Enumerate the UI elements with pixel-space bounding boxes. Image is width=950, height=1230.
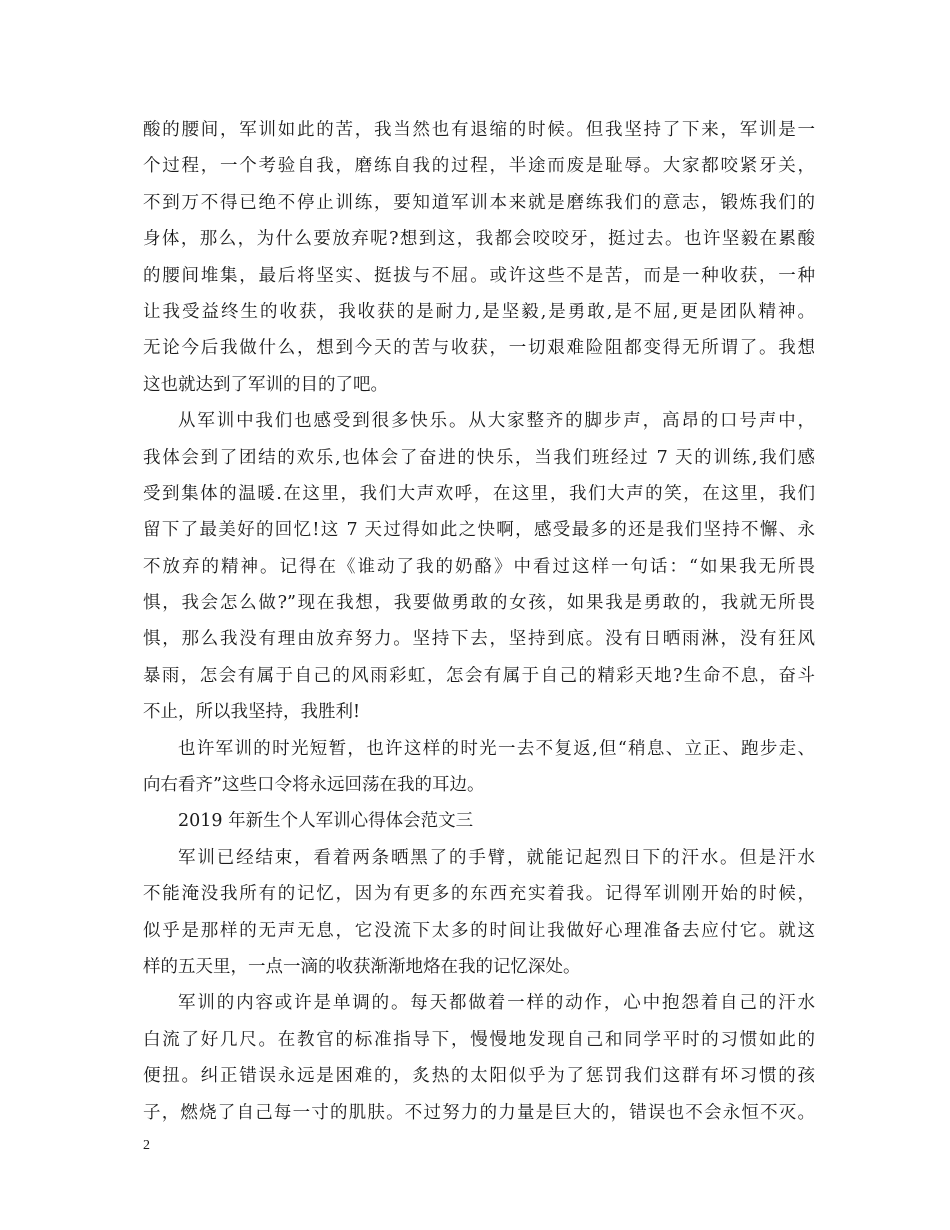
text-line: 2019 年新生个人军训心得体会范文三 bbox=[178, 811, 474, 832]
text-line: 我体会到了团结的欢乐,也体会了奋进的快乐，当我们班经过 7 天的训练,我们感 bbox=[143, 447, 815, 468]
text-line: 军训的内容或许是单调的。每天都做着一样的动作，心中抱怨着自己的汗水 bbox=[178, 993, 815, 1014]
text-line: 也许军训的时光短暂，也许这样的时光一去不复返,但“稍息、立正、跑步走、 bbox=[178, 738, 815, 759]
text-line: 让我受益终生的收获，我收获的是耐力,是坚毅,是勇敢,是不屈,更是团队精神。 bbox=[143, 301, 815, 322]
text-line: 留下了最美好的回忆!这 7 天过得如此之快啊，感受最多的还是我们坚持不懈、永 bbox=[143, 520, 815, 541]
text-line: 无论今后我做什么，想到今天的苦与收获，一切艰难险阻都变得无所谓了。我想 bbox=[143, 338, 815, 359]
text-line: 酸的腰间，军训如此的苦，我当然也有退缩的时候。但我坚持了下来，军训是一 bbox=[143, 120, 815, 140]
text-line: 受到集体的温暖.在这里，我们大声欢呼，在这里，我们大声的笑，在这里，我们 bbox=[143, 483, 815, 504]
text-line: 的腰间堆集，最后将坚实、挺拔与不屈。或许这些不是苦，而是一种收获，一种 bbox=[143, 265, 815, 286]
text-line: 子，燃烧了自己每一寸的肌肤。不过努力的力量是巨大的，错误也不会永恒不灭。 bbox=[143, 1102, 815, 1123]
text-line: 军训已经结束，看着两条晒黑了的手臂，就能记起烈日下的汗水。但是汗水 bbox=[178, 847, 815, 868]
text-line: 不放弃的精神。记得在《谁动了我的奶酪》中看过这样一句话：“如果我无所畏 bbox=[143, 556, 815, 577]
text-line: 似乎是那样的无声无息，它没流下太多的时间让我做好心理准备去应付它。就这 bbox=[143, 920, 815, 941]
text-line: 样的五天里，一点一滴的收获渐渐地烙在我的记忆深处。 bbox=[143, 956, 581, 977]
text-line: 向右看齐”这些口令将永远回荡在我的耳边。 bbox=[143, 775, 485, 796]
text-line: 白流了好几尺。在教官的标准指导下，慢慢地发现自己和同学平时的习惯如此的 bbox=[143, 1029, 815, 1050]
text-line: 暴雨，怎会有属于自己的风雨彩虹，怎会有属于自己的精彩天地?生命不息，奋斗 bbox=[143, 665, 815, 686]
text-line: 惧，我会怎么做?”现在我想，我要做勇敢的女孩，如果我是勇敢的，我就无所畏 bbox=[143, 593, 815, 614]
text-line: 不到万不得已绝不停止训练，要知道军训本来就是磨练我们的意志，锻炼我们的 bbox=[143, 192, 815, 213]
text-line: 身体，那么，为什么要放弃呢?想到这，我都会咬咬牙，挺过去。也许坚毅在累酸 bbox=[143, 229, 815, 250]
text-line: 便扭。纠正错误永远是困难的，炙热的太阳似乎为了惩罚我们这群有坏习惯的孩 bbox=[143, 1066, 815, 1087]
page-number: 2 bbox=[143, 1138, 150, 1153]
text-line: 这也就达到了军训的目的了吧。 bbox=[143, 374, 388, 395]
text-line: 个过程，一个考验自我，磨练自我的过程，半途而废是耻辱。大家都咬紧牙关， bbox=[143, 156, 815, 177]
body-text bbox=[143, 112, 815, 1131]
text-line: 惧，那么我没有理由放弃努力。坚持下去，坚持到底。没有日晒雨淋，没有狂风 bbox=[143, 629, 815, 650]
text-line: 不能淹没我所有的记忆，因为有更多的东西充实着我。记得军训刚开始的时候， bbox=[143, 884, 815, 905]
text-line: 从军训中我们也感受到很多快乐。从大家整齐的脚步声，高昂的口号声中， bbox=[178, 411, 815, 432]
text-line: 不止，所以我坚持，我胜利! bbox=[143, 702, 361, 723]
